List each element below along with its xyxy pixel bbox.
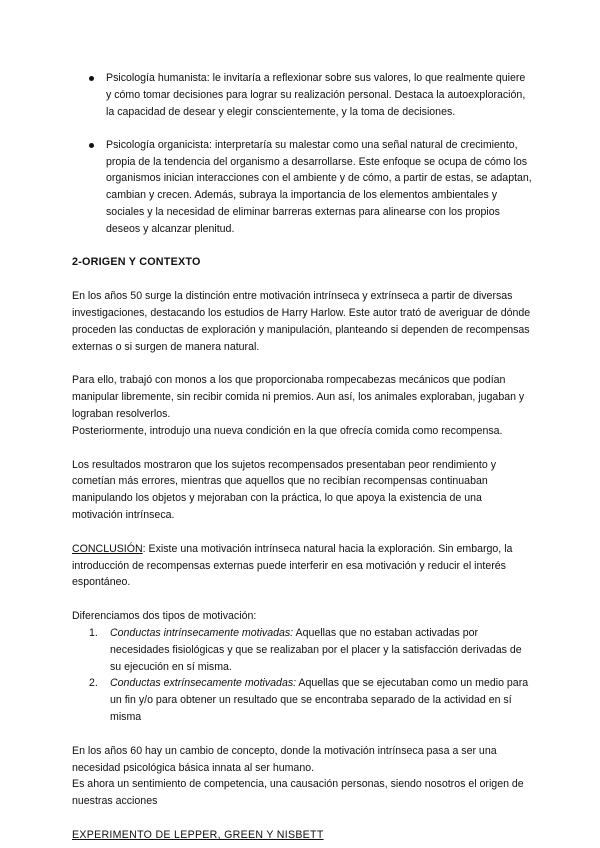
types-intro: Diferenciamos dos tipos de motivación: [72, 610, 257, 623]
bullet-icon [89, 76, 94, 81]
bullet-text: Psicología humanista: le invitaría a reflexionar sobre sus valores, lo que realmente quiere y cómo tomar decisiones para lograr su realización personal. Destaca la autoexploración, la capacidad de desear y elegir conscientemente, y la toma de decisiones. [106, 72, 526, 118]
list-number: 2. [89, 677, 98, 690]
motivation-types-list [72, 625, 532, 726]
paragraph-text: En los años 60 hay un cambio de concepto, donde la motivación intrínseca pasa a ser una necesidad psicológica básica innata al ser humano. [72, 744, 497, 774]
bullet-text: Psicología organicista: interpretaría su malestar como una señal natural de crecimiento, propia de la tendencia del organismo a desarrollarse. Este enfoque se ocupa de cómo los organismos inician interacciones con el ambiente y de cómo, a partir de estas, se adaptan, cambian y crecen. Además, subraya la importancia de los elementos ambientales y sociales y la necesidad de eliminar barreras externas para alinearse con los propios deseos y alcanzar plenitud. [106, 138, 532, 235]
bullet-icon [89, 143, 94, 148]
paragraph-experiment [72, 372, 532, 439]
motivation-text: Aquellas que se ejecutaban como un medio para un fin y/o para obtener un resultado que se encontraba separado de la actividad en sí misma [110, 677, 529, 723]
paragraph-origin: En los años 50 surge la distinción entre motivación intrínseca y extrínseca a partir de diversas investigaciones, destacando los estudios de Harry Harlow. Este autor trató de averiguar de dónde proceden las conductas de exploración y manipulación, planteando si dependen de recompensas externas o si surgen de manera natural. [72, 290, 531, 353]
paragraph-text: Es ahora un sentimiento de competencia, una causación personas, siendo nosotros el origen de nuestras acciones [72, 778, 524, 808]
conclusion-text: : Existe una motivación intrínseca natural hacia la exploración. Sin embargo, la introducción de recompensas externas puede interferir en esa motivación y reducir el interés espontáneo. [72, 542, 513, 589]
list-item [72, 70, 532, 120]
paragraph-results: Los resultados mostraron que los sujetos recompensados presentaban peor rendimiento y cometían más errores, mientras que aquellos que no recibían recompensas continuaban manipulando los objetos y mejoraban con la práctica, lo que apoya la existencia de una motivación intrínseca. [72, 458, 496, 521]
document-content [72, 70, 532, 844]
motivation-term: Conductas intrínsecamente motivadas: [110, 626, 294, 639]
list-item [72, 625, 532, 675]
bullet-list [72, 70, 532, 238]
conclusion-label: CONCLUSIÓN [72, 542, 143, 555]
list-number: 1. [89, 626, 98, 639]
section-title: 2-ORIGEN Y CONTEXTO [72, 256, 201, 269]
experiment-heading: EXPERIMENTO DE LEPPER, GREEN Y NISBETT [72, 828, 324, 841]
paragraph-conclusion [72, 541, 532, 591]
paragraph-text: Para ello, trabajó con monos a los que proporcionaba rompecabezas mecánicos que podían manipular libremente, sin recibir comida ni premios. Aun así, los animales exploraban, jugaban y lograban resolverlos. [72, 374, 525, 420]
paragraph-sixties [72, 743, 532, 810]
list-item [72, 675, 532, 725]
motivation-term: Conductas extrínsecamente motivadas: [110, 677, 297, 690]
motivation-text: Aquellas que no estaban activadas por necesidades fisiológicas y que se realizaban por el placer y la satisfacción derivadas de su ejecución en sí misma. [110, 626, 522, 673]
list-item [72, 137, 532, 238]
paragraph-text: Posteriormente, introdujo una nueva condición en la que ofrecía comida como recompensa. [72, 424, 503, 437]
